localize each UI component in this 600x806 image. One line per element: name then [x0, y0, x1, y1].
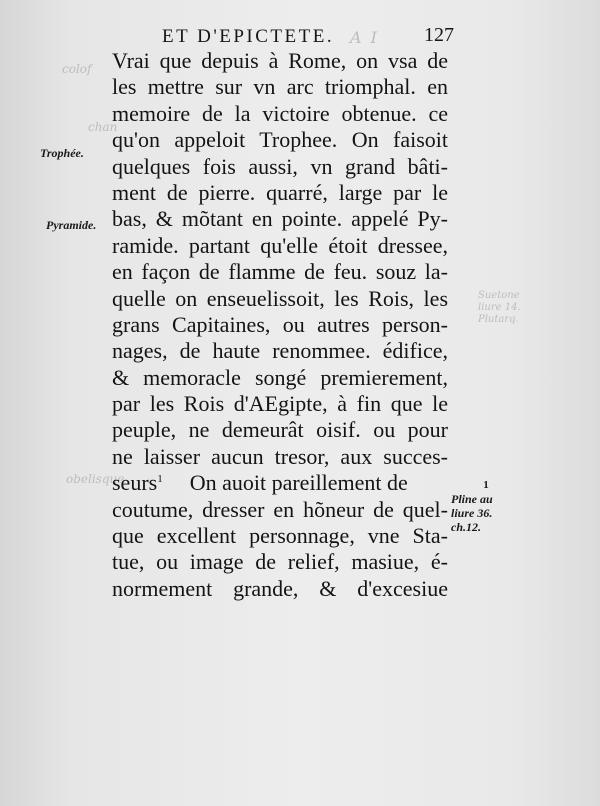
text-line: & memoracle songé premierement, — [112, 364, 448, 390]
body-text — [112, 48, 448, 602]
margin-note-number: 1 — [483, 479, 489, 491]
bleed-through-text: Suetone liure 14. Plutarq. — [478, 290, 521, 325]
text-line: tue, ou image de relief, masiue, é- — [112, 549, 448, 575]
margin-note-line: Pline au — [451, 492, 493, 506]
page-header — [162, 22, 454, 50]
text-line: que excellent personnage, vne Sta- — [112, 523, 448, 549]
running-head: ET D'EPICTETE. — [162, 26, 335, 47]
text-line: ne laisser aucun tresor, aux succes- — [112, 443, 448, 469]
bleed-through-text: obelisque — [66, 472, 125, 486]
bleed-through-text: colof — [62, 62, 92, 76]
note-reference: 1 — [157, 473, 163, 486]
margin-note — [451, 478, 511, 534]
text-line: coutume, dresser en hõneur de quel- — [112, 496, 448, 522]
text-line: quelques fois aussi, vn grand bâti- — [112, 153, 448, 179]
margin-label-trophee: Trophée. — [40, 146, 84, 160]
margin-note-line: ch.12. — [451, 520, 481, 534]
text-line: nages, de haute renommee. édifice, — [112, 338, 448, 364]
text-line: qu'on appeloit Trophee. On faisoit — [112, 127, 448, 153]
text-line-with-note — [112, 470, 448, 496]
text-line: bas, & mõtant en pointe. appelé Py- — [112, 206, 448, 232]
margin-note-line: liure 36. — [451, 506, 493, 520]
text-line: quelle on enseuelissoit, les Rois, les — [112, 285, 448, 311]
text-fragment: On auoit pareillement de — [189, 470, 408, 496]
bleed-through-text: chan — [88, 120, 118, 134]
page-number: 127 — [424, 24, 454, 46]
text-fragment: seurs — [112, 470, 158, 496]
text-line: les mettre sur vn arc triomphal. en — [112, 74, 448, 100]
bleed-through-text: A I — [350, 28, 379, 47]
text-line: Vrai que depuis à Rome, on vsa de — [112, 48, 448, 73]
text-line: par les Rois d'AEgipte, à fin que le — [112, 391, 448, 417]
text-line: en façon de flamme de feu. souz la- — [112, 259, 448, 285]
text-line: grans Capitaines, ou autres person- — [112, 311, 448, 337]
text-line: ramide. partant qu'elle étoit dressee, — [112, 232, 448, 258]
margin-label-pyramide: Pyramide. — [46, 218, 97, 232]
text-line: memoire de la victoire obtenue. ce — [112, 100, 448, 126]
text-line: ment de pierre. quarré, large par le — [112, 179, 448, 205]
text-line: peuple, ne demeurât oisif. ou pour — [112, 417, 448, 443]
text-line: normement grande, & d'excesiue — [112, 575, 448, 601]
